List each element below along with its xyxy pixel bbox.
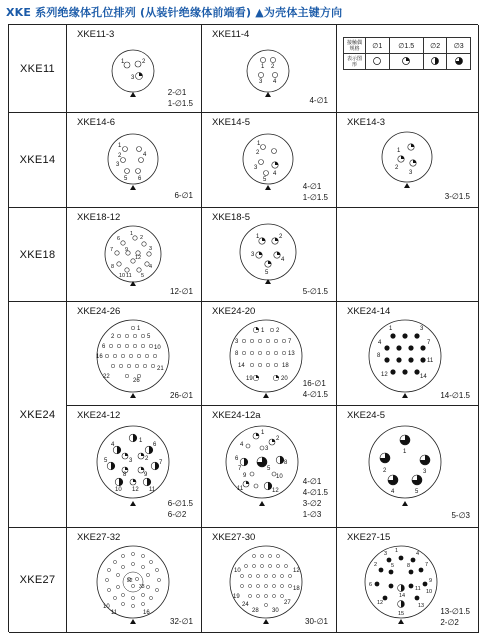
pin-label: 1	[121, 59, 125, 65]
pin-label: 3	[420, 326, 424, 332]
legend-cell	[337, 25, 479, 113]
contact-spec: 3-∅1.5	[444, 192, 470, 201]
insert-face-diagram	[87, 420, 179, 508]
pin-label: 14	[420, 374, 427, 380]
model-name: XKE24-20	[212, 306, 256, 317]
pin-label: 6	[138, 176, 142, 182]
pin-label: 9	[125, 247, 129, 253]
pin-label: 16	[143, 610, 150, 616]
contact-spec: 4-∅1 4-∅1.5 3-∅2 1-∅3	[302, 477, 328, 519]
pin-label: 2	[256, 150, 260, 156]
pin-label: 10	[103, 604, 110, 610]
pin-label: 2	[276, 436, 280, 442]
contact-spec: 30-∅1	[305, 617, 328, 626]
pin-label: 1	[261, 328, 265, 334]
pin-label: 24	[242, 602, 249, 608]
pin-label: 7	[425, 562, 429, 568]
layout-cell-xke11-4	[202, 25, 337, 113]
pin-label: 12	[377, 600, 384, 606]
pin-label: 8	[284, 460, 288, 466]
pin-label: 11	[237, 486, 244, 492]
model-name: XKE24-5	[347, 410, 386, 421]
pin-label: 8	[111, 264, 115, 270]
pin-label: 5	[265, 270, 269, 276]
pin-label: 20	[281, 376, 288, 382]
main-key-marker	[402, 393, 408, 398]
pin-label: 19	[233, 594, 240, 600]
model-name: XKE14-3	[347, 117, 386, 128]
pin-label: 14	[238, 363, 245, 369]
pin-label: 11	[415, 586, 421, 592]
pin-label: 32	[127, 578, 133, 584]
insert-face-diagram	[87, 316, 179, 400]
pin-label: 5	[124, 176, 128, 182]
series-label-xke14: XKE14	[9, 113, 67, 208]
one-quarter-filled-symbol	[401, 56, 411, 66]
pin-label: 5	[263, 177, 267, 183]
pin-label: 1	[139, 438, 143, 444]
pin-label: 2	[276, 328, 280, 334]
pin-label: 10	[426, 589, 433, 595]
insert-face-diagram	[220, 316, 316, 400]
pin-label: 4	[416, 551, 420, 557]
pin-label: 28	[252, 608, 259, 614]
pin-label: 4	[111, 442, 115, 448]
pin-label: 3	[251, 252, 255, 258]
insert-face-diagram	[359, 420, 455, 508]
insert-face-diagram	[216, 420, 308, 508]
pin-label: 3	[254, 165, 258, 171]
model-name: XKE24-26	[77, 306, 121, 317]
insert-face-diagram	[220, 542, 316, 626]
pin-label: 9	[144, 472, 148, 478]
pin-label: 6	[102, 344, 106, 350]
layout-cell-xke14-5	[202, 113, 337, 208]
pin-label: 8	[377, 353, 381, 359]
layout-cell-xke24-12	[67, 406, 202, 528]
model-name: XKE24-14	[347, 306, 391, 317]
pin-label: 7	[288, 339, 292, 345]
pin-label: 2	[145, 456, 149, 462]
layout-cell-xke24-5	[337, 406, 479, 528]
legend-size: ∅2	[423, 38, 447, 54]
pin-label: 16	[96, 354, 103, 360]
pin-label: 26	[133, 378, 140, 384]
contact-spec: 32-∅1	[170, 617, 193, 626]
pin-label: 4	[143, 152, 147, 158]
pin-label: 5	[104, 458, 108, 464]
insert-face-diagram	[97, 222, 169, 292]
contact-spec: 26-∅1	[170, 391, 193, 400]
pin-label: 12	[293, 568, 300, 574]
pin-label: 3	[409, 170, 413, 176]
pin-label: 13	[418, 603, 425, 609]
pin-label: 12	[272, 488, 279, 494]
model-name: XKE24-12a	[212, 410, 261, 421]
pin-label: 1	[389, 326, 393, 332]
contact-spec: 2-∅1 1-∅1.5	[167, 88, 193, 108]
pin-label: 1	[397, 148, 401, 154]
pin-label: 2	[111, 334, 115, 340]
contact-spec: 4-∅1	[309, 96, 328, 105]
pin-label: 27	[284, 600, 291, 606]
layout-cell-xke14-6	[67, 113, 202, 208]
main-key-marker	[265, 185, 271, 190]
pin-label: 7	[427, 340, 431, 346]
main-key-marker	[263, 619, 269, 624]
pin-label: 3	[265, 446, 269, 452]
pin-label: 10	[115, 487, 122, 493]
pin-label: 5	[391, 563, 395, 569]
model-name: XKE11-3	[77, 29, 115, 40]
pin-label: 12	[135, 255, 142, 261]
main-key-marker	[130, 92, 136, 97]
pin-label: 5	[147, 334, 151, 340]
insert-face-diagram	[87, 542, 179, 626]
pin-label: 2	[395, 165, 399, 171]
layout-cell-xke27-15	[337, 528, 479, 633]
layout-cell-xke24-14	[337, 302, 479, 406]
pin-label: 10	[154, 345, 161, 351]
pin-label: 15	[398, 611, 405, 617]
contact-spec: 5-∅1.5	[302, 287, 328, 296]
legend-size: ∅1	[366, 38, 390, 54]
model-name: XKE14-5	[212, 117, 251, 128]
main-key-marker	[130, 501, 136, 506]
pin-label: 10	[234, 568, 241, 574]
layout-cell-xke24-12a	[202, 406, 337, 528]
insert-face-diagram	[240, 43, 296, 105]
legend-row-header-symbol: 表示图形	[344, 54, 366, 70]
pin-label: 11	[149, 487, 156, 493]
legend-size: ∅1.5	[389, 38, 423, 54]
pin-label: 2	[118, 153, 122, 159]
half-filled-symbol	[430, 56, 440, 66]
pin-label: 1	[256, 234, 260, 240]
pin-label: 4	[149, 264, 153, 270]
pin-label: 1	[261, 430, 265, 436]
insert-face-diagram	[375, 127, 439, 193]
contact-legend-table	[343, 37, 471, 70]
layout-cell-xke18-5	[202, 208, 337, 302]
pin-label: 2	[140, 235, 144, 241]
pin-label: 11	[111, 610, 118, 616]
insert-face-diagram	[355, 542, 451, 626]
pin-label: 8	[123, 472, 127, 478]
layout-cell-xke24-20	[202, 302, 337, 406]
series-label-xke24: XKE24	[9, 302, 67, 528]
pin-label: 10	[276, 474, 283, 480]
pin-label: 4	[281, 257, 285, 263]
pin-label: 18	[282, 363, 289, 369]
pin-label: 4	[273, 171, 277, 177]
pin-label: 1	[261, 64, 265, 70]
contact-spec: 4-∅1 1-∅1.5	[302, 182, 328, 202]
pin-label: 21	[157, 366, 164, 372]
main-key-marker	[130, 185, 136, 190]
contact-spec: 6-∅1	[174, 191, 193, 200]
legend-row-header-size: 接触偶规格	[344, 38, 366, 54]
pin-label: 3	[235, 339, 239, 345]
model-name: XKE18-5	[212, 212, 251, 223]
contact-spec: 16-∅1 4-∅1.5	[302, 379, 328, 399]
pin-label: 8	[407, 563, 411, 569]
pin-label: 3	[149, 246, 153, 252]
pin-label: 3	[423, 469, 427, 475]
layout-cell-xke18-12	[67, 208, 202, 302]
three-quarter-filled-symbol	[454, 56, 464, 66]
model-name: XKE24-12	[77, 410, 121, 421]
pin-label: 2	[271, 64, 275, 70]
pin-label: 7	[110, 247, 114, 253]
insert-face-diagram	[101, 129, 165, 195]
pin-layout-table	[8, 24, 478, 632]
layout-cell-xke14-3	[337, 113, 479, 208]
pin-label: 10	[119, 273, 126, 279]
insert-face-diagram	[232, 220, 304, 290]
pin-label: 5	[267, 466, 271, 472]
main-key-marker	[402, 501, 408, 506]
insert-face-diagram	[236, 129, 300, 195]
pin-label: 4	[273, 79, 277, 85]
pin-label: 3	[116, 162, 120, 168]
contact-spec: 14-∅1.5	[440, 391, 470, 400]
model-name: XKE14-6	[77, 117, 116, 128]
pin-label: 33	[139, 584, 145, 590]
series-label-xke18: XKE18	[9, 208, 67, 302]
main-key-marker	[130, 619, 136, 624]
series-label-xke11: XKE11	[9, 25, 67, 113]
empty-cell	[337, 208, 479, 302]
pin-label: 19	[246, 376, 253, 382]
layout-cell-xke11-3	[67, 25, 202, 113]
model-name: XKE27-32	[77, 532, 121, 543]
pin-label: 18	[293, 586, 300, 592]
main-key-marker	[263, 393, 269, 398]
model-name: XKE27-15	[347, 532, 391, 543]
pin-label: 7	[238, 466, 242, 472]
pin-label: 6	[117, 236, 121, 242]
insert-face-diagram	[105, 43, 161, 105]
layout-cell-xke24-26	[67, 302, 202, 406]
pin-label: 2	[383, 468, 387, 474]
pin-label: 6	[369, 582, 373, 588]
pin-label: 6	[153, 442, 157, 448]
pin-label: 1	[403, 449, 407, 455]
pin-label: 5	[141, 273, 145, 279]
main-key-marker	[259, 501, 265, 506]
legend-size: ∅3	[447, 38, 471, 54]
layout-cell-xke27-32	[67, 528, 202, 633]
pin-label: 3	[259, 79, 263, 85]
pin-label: 12	[381, 372, 388, 378]
main-key-marker	[265, 92, 271, 97]
pin-label: 2	[374, 562, 378, 568]
main-key-marker	[404, 183, 410, 188]
pin-label: 2	[142, 59, 146, 65]
main-key-marker	[398, 619, 404, 624]
pin-label: 4	[240, 442, 244, 448]
main-key-marker	[130, 393, 136, 398]
pin-label: 22	[103, 374, 110, 380]
pin-label: 8	[235, 351, 239, 357]
pin-label: 13	[288, 351, 295, 357]
pin-label: 1	[118, 143, 122, 149]
contact-spec: 12-∅1	[170, 287, 193, 296]
pin-label: 9	[243, 473, 247, 479]
pin-label: 4	[391, 489, 395, 495]
pin-label: 3	[129, 458, 133, 464]
pin-label: 7	[159, 460, 163, 466]
pin-label: 14	[399, 593, 406, 599]
model-name: XKE18-12	[77, 212, 121, 223]
pin-label: 1	[130, 231, 134, 237]
pin-label: 3	[131, 75, 135, 81]
pin-label: 11	[126, 273, 132, 279]
contact-spec: 6-∅1.5 6-∅2	[167, 499, 193, 519]
contact-spec: 5-∅3	[451, 511, 470, 520]
contact-spec: 13-∅1.5 2-∅2	[440, 607, 470, 627]
series-label-xke27: XKE27	[9, 528, 67, 633]
open-circle-symbol	[372, 56, 382, 66]
insert-face-diagram	[359, 316, 455, 400]
pin-label: 5	[415, 489, 419, 495]
pin-label: 9	[429, 578, 433, 584]
model-name: XKE11-4	[212, 29, 250, 40]
pin-label: 11	[427, 358, 434, 364]
pin-label: 12	[132, 487, 139, 493]
layout-cell-xke27-30	[202, 528, 337, 633]
pin-label: 6	[235, 456, 239, 462]
page-title: XKE 系列绝缘体孔位排列 (从装针绝缘体前端看) ▲为壳体主键方向	[6, 6, 343, 19]
pin-label: 1	[395, 548, 399, 554]
pin-label: 3	[384, 551, 388, 557]
pin-label: 4	[378, 340, 382, 346]
pin-label: 30	[272, 608, 279, 614]
pin-label: 1	[257, 141, 261, 147]
pin-label: 2	[279, 234, 283, 240]
pin-label: 1	[137, 326, 141, 332]
model-name: XKE27-30	[212, 532, 256, 543]
